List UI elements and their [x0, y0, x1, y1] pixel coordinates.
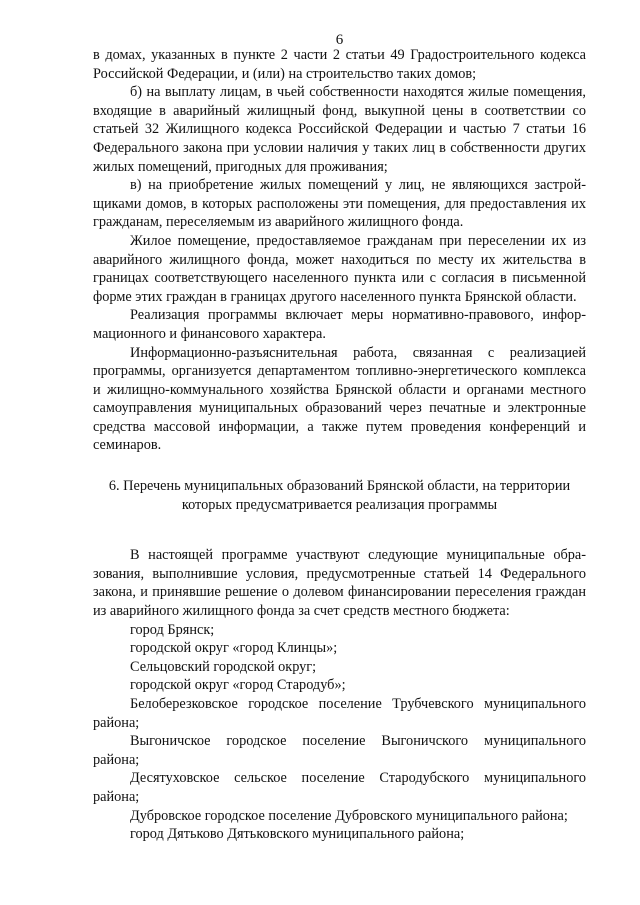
municipality-item: Выгоничское городское поселение Выгоничского муниципального района;	[93, 733, 586, 768]
paragraph-intro: В настоящей программе участвуют следующие муниципальные образования, выполнившие условия, предусмотренные статьей 14 Федерального закона, и принявшие решение о долевом финансировании переселения граждан из аварийного жилищного фонда за счет средств местного бюджета:	[93, 547, 586, 620]
municipality-item: город Брянск;	[130, 621, 215, 638]
section-heading	[93, 477, 586, 514]
municipality-item: Белоберезковское городское поселение Трубчевского муниципального района;	[93, 696, 586, 731]
municipality-item: городской округ «город Клинцы»;	[130, 640, 338, 657]
municipality-item: Сельцовский городской округ;	[130, 658, 317, 675]
municipality-item: городской округ «город Стародуб»;	[130, 677, 346, 694]
page-number: 6	[335, 32, 344, 48]
municipality-item: Десятуховское сельское поселение Стародубского муниципального района;	[93, 770, 586, 805]
paragraph-item-v: в) на приобретение жилых помещений у лиц, не являющихся застройщиками домов, в которых расположены эти помещения, для предоставления их гражданам, переселяемым из аварийного жилищного фонда.	[93, 177, 586, 231]
section-heading-line2: которых предусматривается реализация программы	[181, 496, 498, 513]
paragraph-continuation: в домах, указанных в пункте 2 части 2 статьи 49 Градостроительного кодекса Российской Федерации, и (или) на строительство таких домов;	[93, 47, 586, 82]
paragraph-item-b: б) на выплату лицам, в чьей собственности находятся жилые помещения, входящие в аварийный жилищный фонд, выкупной цены в соответствии со статьей 32 Жилищного кодекса Российской Федерации и частью 7 статьи 16 Федерального закона при условии наличия у таких лиц в собственности других жилых помещений, пригодных для проживания;	[93, 84, 586, 175]
paragraph-information: Информационно-разъяснительная работа, связанная с реализацией программы, организуется департаментом топливно-энергетического комплекса и жилищно-коммунального хозяйства Брянской области и органами местного самоуправления муниципальных образований через печатные и электронные средства массовой информации, а также путем проведения конференций и семинаров.	[93, 344, 586, 454]
section-heading-line1: 6. Перечень муниципальных образований Брянской области, на территории	[108, 478, 571, 495]
paragraph-measures: Реализация программы включает меры нормативно-правового, информационного и финансового характера.	[93, 307, 586, 342]
municipality-item: Дубровское городское поселение Дубровского муниципального района;	[130, 807, 568, 824]
municipality-item: город Дятьково Дятьковского муниципального района;	[130, 826, 465, 843]
paragraph-housing: Жилое помещение, предоставляемое гражданам при переселении их из аварийного жилищного фонда, может находиться по месту их жительства в границах соответствующего населенного пункта или с согласия в письменной форме этих граждан в границах другого населенного пункта Брянской области.	[93, 232, 586, 305]
